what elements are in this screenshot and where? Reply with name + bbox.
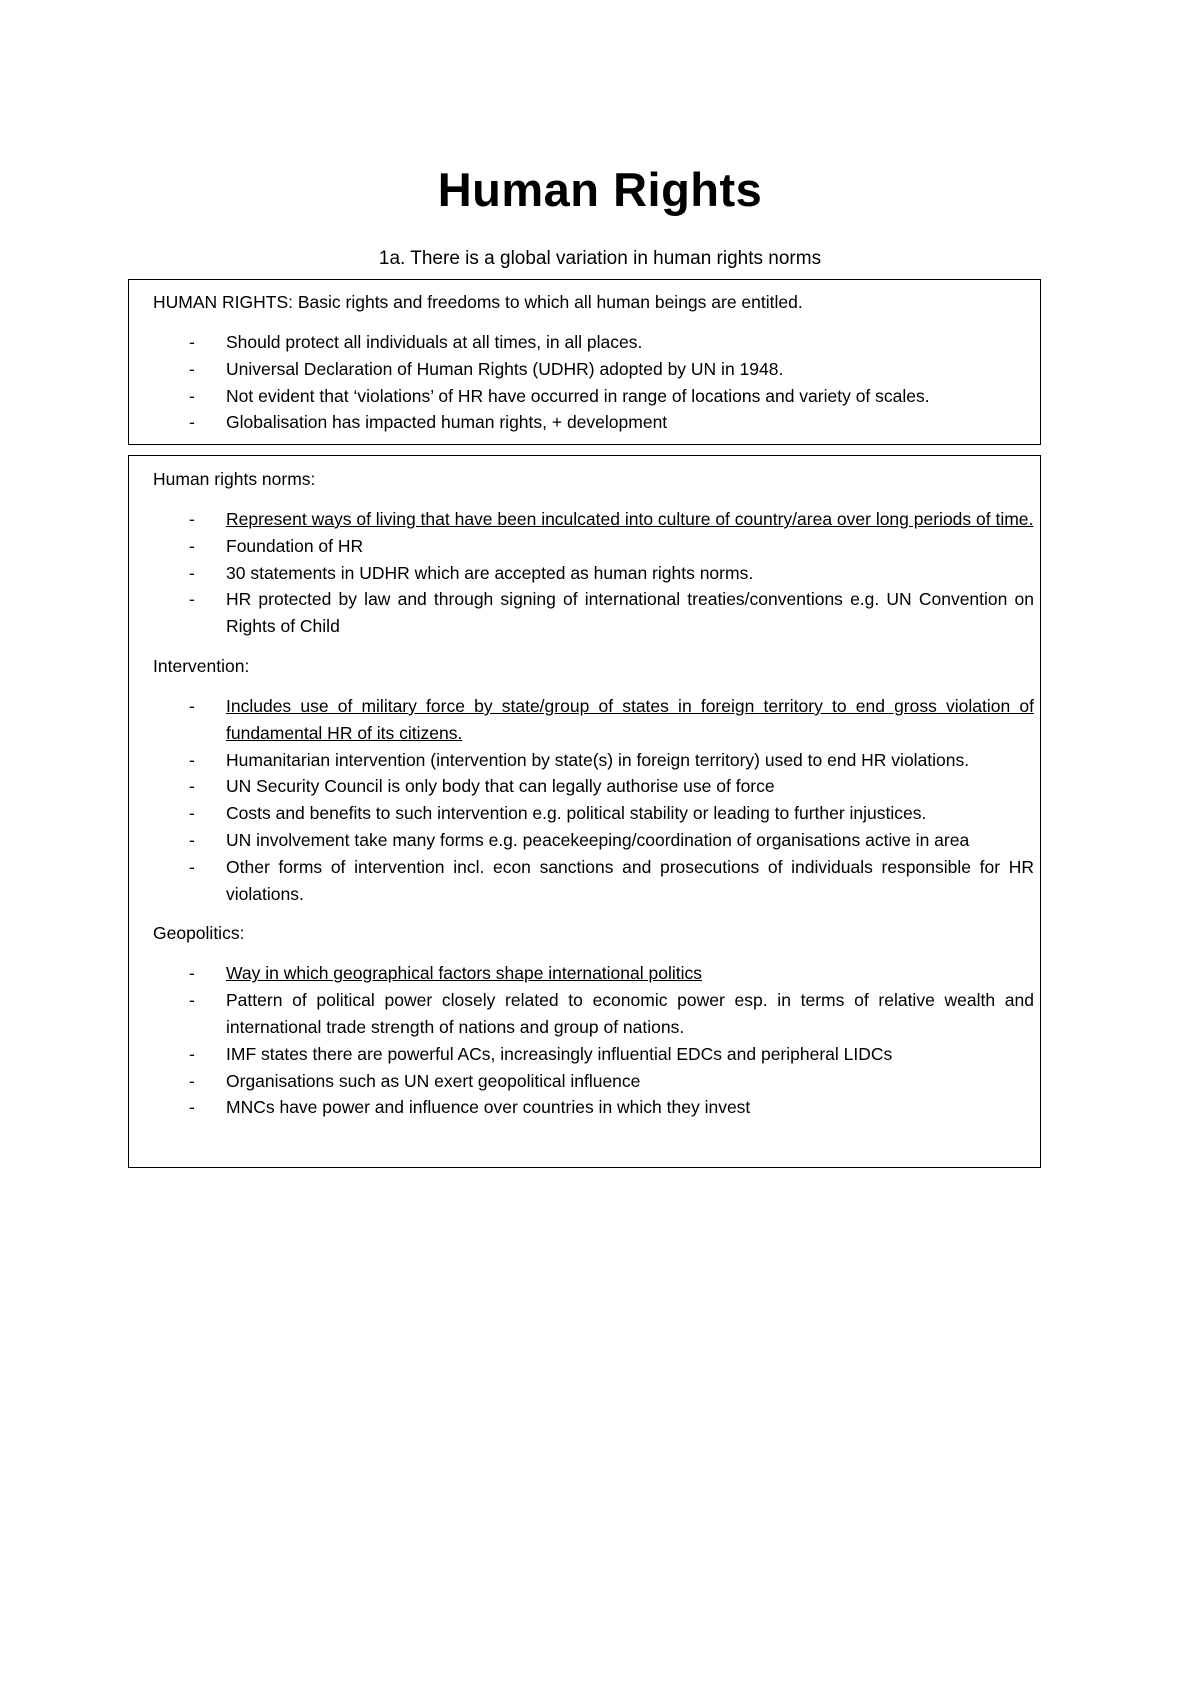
list-item-text: Pattern of political power closely related to economic power esp. in terms of relative wealth and international trade strength of nations and group of nations. [226,990,1034,1037]
bullet-dash: - [189,535,195,556]
list-item-text: MNCs have power and influence over countries in which they invest [226,1097,751,1118]
list-item [153,987,1034,1041]
section-heading-geopolitics: Geopolitics: [153,923,245,944]
page-subtitle: 1a. There is a global variation in human rights norms [378,248,822,269]
bullet-dash: - [189,332,195,352]
section-heading-intervention: Intervention: [153,655,250,676]
bullet-dash: - [189,856,195,877]
list-item-text: Should protect all individuals at all times, in all places. [226,332,643,352]
list-item-text: Organisations such as UN exert geopolitical influence [226,1070,641,1091]
list-item [153,329,1034,356]
definition-intro: HUMAN RIGHTS: Basic rights and freedoms to which all human beings are entitled. [153,292,803,312]
list-item-text: Includes use of military force by state/group of states in foreign territory to end gross violation of fundamental HR of its citizens. [226,695,1034,743]
list-item-text: Humanitarian intervention (intervention by state(s) in foreign territory) used to end HR violations. [226,749,970,770]
list-item-text: HR protected by law and through signing of international treaties/conventions e.g. UN Convention on Rights of Child [226,589,1034,637]
definition-box [128,279,1041,445]
geopolitics-list [153,960,1034,1121]
list-item [153,383,1034,410]
list-item [153,747,1034,774]
list-item [153,773,1034,800]
bullet-dash: - [189,509,195,529]
bullet-dash: - [189,695,195,716]
bullet-dash: - [189,803,195,824]
list-item-text: 30 statements in UDHR which are accepted as human rights norms. [226,562,754,583]
list-item [153,693,1034,747]
list-item [153,1041,1034,1068]
list-item-text: Costs and benefits to such intervention e.g. political stability or leading to further injustices. [226,803,927,824]
bullet-dash: - [189,562,195,583]
list-item-text: Foundation of HR [226,535,364,556]
bullet-dash: - [189,990,195,1011]
list-item-text: Way in which geographical factors shape international politics [226,963,702,984]
section-heading-human-rights-norms: Human rights norms: [153,469,316,489]
bullet-dash: - [189,412,195,433]
list-item-text: Globalisation has impacted human rights, + development [226,412,668,433]
page-title: Human Rights [437,163,763,216]
list-item-text: IMF states there are powerful ACs, increasingly influential EDCs and peripheral LIDCs [226,1043,893,1064]
list-item [153,506,1034,533]
list-item-text: Other forms of intervention incl. econ sanctions and prosecutions of individuals responsible for HR violations. [226,856,1034,904]
bullet-dash: - [189,358,195,379]
bullet-dash: - [189,776,195,797]
list-item [153,960,1034,987]
human-rights-norms-list [153,506,1034,640]
bullet-dash: - [189,589,195,610]
list-item-text: Universal Declaration of Human Rights (UDHR) adopted by UN in 1948. [226,358,784,379]
definition-list [153,329,1034,436]
list-item [153,356,1034,383]
list-item [153,827,1034,854]
list-item-text: Represent ways of living that have been inculcated into culture of country/area over long periods of time. [226,509,1034,529]
intervention-list [153,693,1034,907]
list-item [153,800,1034,827]
bullet-dash: - [189,385,195,406]
bullet-dash: - [189,1043,195,1064]
list-item-text: Not evident that ‘violations’ of HR have occurred in range of locations and variety of scales. [226,385,930,406]
list-item [153,409,1034,436]
list-item-text: UN involvement take many forms e.g. peacekeeping/coordination of organisations active in area [226,829,970,850]
bullet-dash: - [189,829,195,850]
list-item [153,1094,1034,1121]
bullet-dash: - [189,1070,195,1091]
bullet-dash: - [189,963,195,984]
notes-box [128,455,1041,1168]
bullet-dash: - [189,749,195,770]
list-item [153,533,1034,560]
list-item [153,586,1034,640]
bullet-dash: - [189,1097,195,1118]
list-item [153,560,1034,587]
list-item [153,854,1034,908]
list-item [153,1068,1034,1095]
list-item-text: UN Security Council is only body that can legally authorise use of force [226,776,775,797]
